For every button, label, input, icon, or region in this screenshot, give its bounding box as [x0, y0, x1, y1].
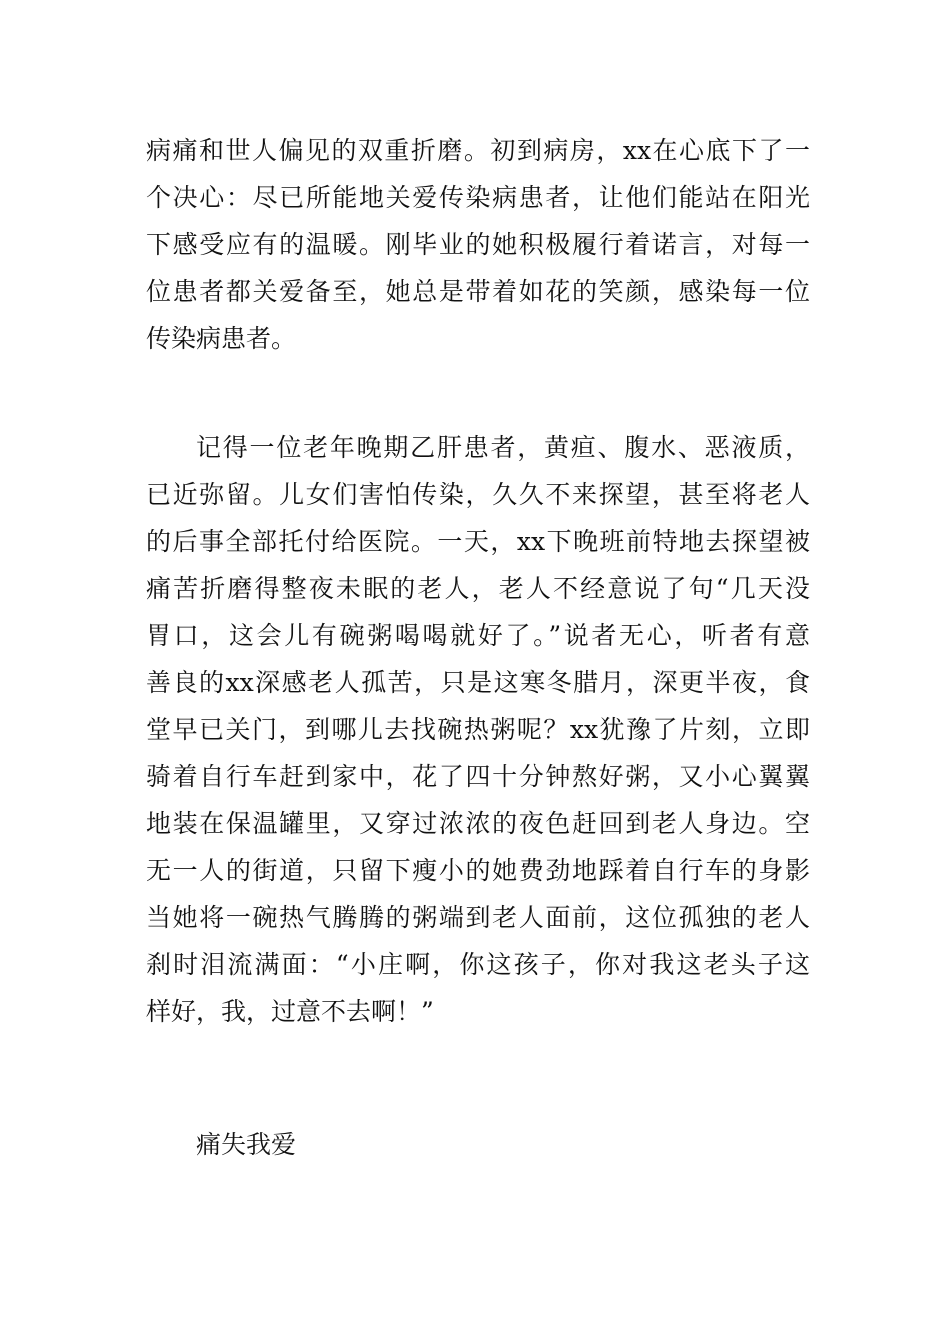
paragraph-line: 个决心：尽已所能地关爱传染病患者，让他们能站在阳光 [146, 183, 810, 212]
paragraph-line: 病痛和世人偏见的双重折磨。初到病房，xx在心底下了一 [146, 136, 810, 165]
paragraph-line: 善良的xx深感老人孤苦，只是这寒冬腊月，深更半夜，食 [146, 668, 810, 697]
paragraph-line: 传染病患者。 [146, 324, 297, 353]
paragraph-line: 堂早已关门，到哪儿去找碗热粥呢？xx犹豫了片刻，立即 [146, 715, 810, 744]
paragraph-line: 骑着自行车赶到家中，花了四十分钟熬好粥，又小心翼翼 [146, 762, 810, 791]
paragraph-line: 样好，我，过意不去啊！” [146, 997, 434, 1026]
paragraph-line: 无一人的街道，只留下瘦小的她费劲地踩着自行车的身影 [146, 856, 810, 885]
paragraph-line: 痛失我爱 [196, 1130, 297, 1159]
paragraph-line: 刹时泪流满面：“小庄啊，你这孩子，你对我这老头子这 [146, 950, 810, 979]
paragraph-line: 痛苦折磨得整夜未眠的老人，老人不经意说了句“几天没 [146, 574, 810, 603]
paragraph-line: 地装在保温罐里，又穿过浓浓的夜色赶回到老人身边。空 [146, 809, 810, 838]
paragraph-line: 胃口，这会儿有碗粥喝喝就好了。”说者无心，听者有意 [146, 621, 810, 650]
paragraph-line: 下感受应有的温暖。刚毕业的她积极履行着诺言，对每一 [146, 230, 810, 259]
paragraph-line: 已近弥留。儿女们害怕传染，久久不来探望，甚至将老人 [146, 480, 810, 509]
paragraph-line: 记得一位老年晚期乙肝患者，黄疸、腹水、恶液质， [196, 433, 810, 462]
paragraph-line: 的后事全部托付给医院。一天，xx下晚班前特地去探望被 [146, 527, 810, 556]
paragraph-line: 当她将一碗热气腾腾的粥端到老人面前，这位孤独的老人 [146, 903, 810, 932]
paragraph-line: 位患者都关爱备至，她总是带着如花的笑颜，感染每一位 [146, 277, 810, 306]
